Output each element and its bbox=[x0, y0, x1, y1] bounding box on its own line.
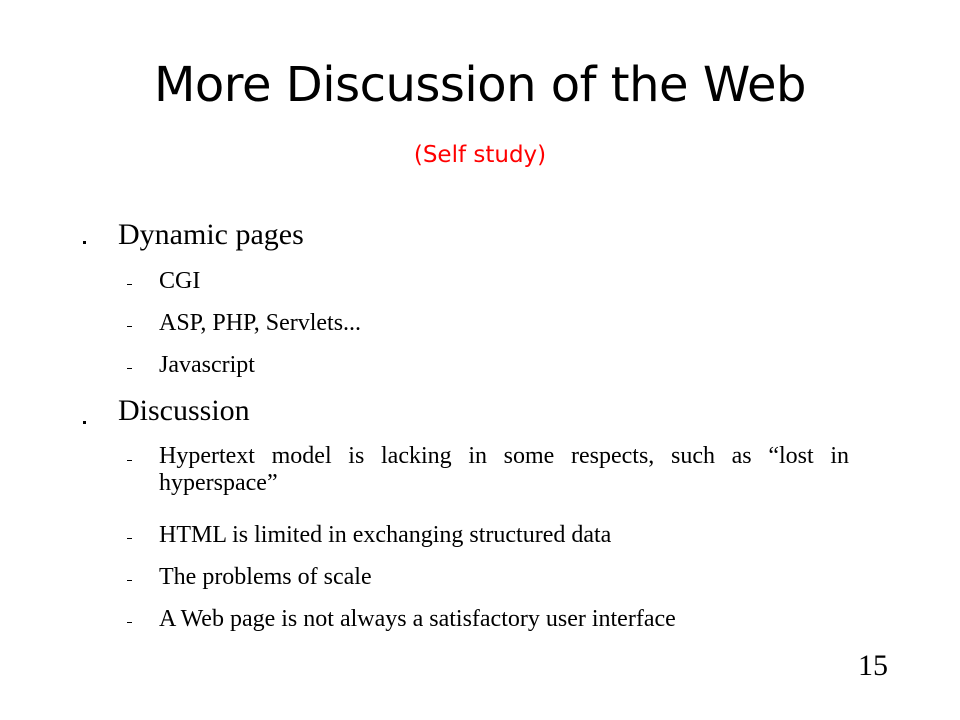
list-item: A Web page is not always a satisfactory user interface bbox=[159, 606, 676, 632]
dash-icon bbox=[127, 622, 132, 623]
page-number: 15 bbox=[858, 649, 888, 682]
list-item: ASP, PHP, Servlets... bbox=[159, 310, 362, 336]
dash-icon bbox=[127, 460, 132, 461]
list-item: The problems of scale bbox=[159, 564, 372, 590]
list-item: HTML is limited in exchanging structured data bbox=[159, 522, 612, 548]
bullet-icon bbox=[83, 421, 86, 424]
bullet-icon bbox=[83, 241, 86, 244]
dash-icon bbox=[127, 326, 132, 327]
list-item: Javascript bbox=[159, 352, 255, 378]
list-item: CGI bbox=[159, 268, 201, 294]
slide-subtitle: (Self study) bbox=[413, 142, 547, 168]
dash-icon bbox=[127, 580, 132, 581]
list-item: Hypertext model is lacking in some respects, such as “lost in hyperspace” bbox=[159, 443, 849, 496]
dash-icon bbox=[127, 538, 132, 539]
dash-icon bbox=[127, 368, 132, 369]
slide-title: More Discussion of the Web bbox=[154, 57, 806, 113]
section-heading-dynamic-pages: Dynamic pages bbox=[118, 218, 304, 251]
section-heading-discussion: Discussion bbox=[118, 394, 250, 427]
dash-icon bbox=[127, 284, 132, 285]
